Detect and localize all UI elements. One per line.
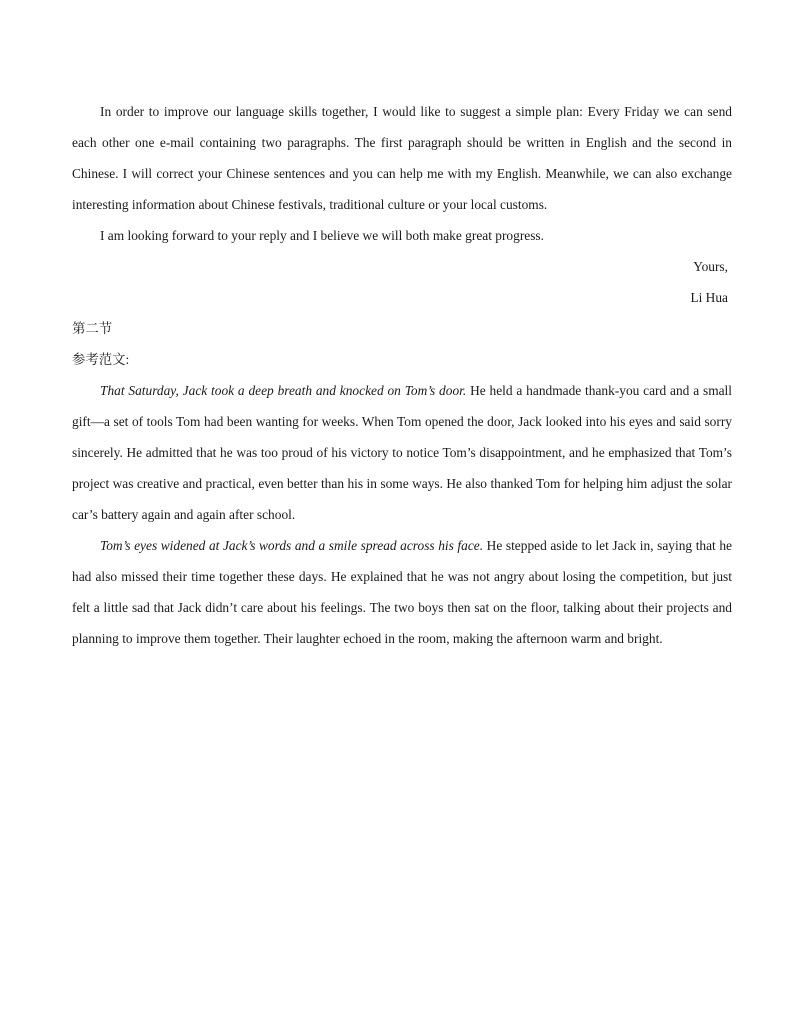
section-heading: 第二节 (72, 321, 113, 336)
letter-body (72, 96, 732, 313)
letter-paragraph-1: In order to improve our language skills together, I would like to suggest a simple plan: Every Friday we can send each other one e-mail containing two paragraphs. The first paragraph should be written in English and the second in Chinese. I will correct your Chinese sentences and you can help me with my English. Meanwhile, we can also exchange interesting information about Chinese festivals, traditional culture or your local customs. (72, 104, 732, 212)
essay-paragraph-1 (72, 375, 732, 530)
section-subheading: 参考范文: (72, 352, 130, 367)
letter-signature: Li Hua (690, 290, 728, 305)
letter-paragraph-2: I am looking forward to your reply and I believe we will both make great progress. (100, 228, 544, 243)
letter-closing: Yours, (693, 259, 728, 274)
essay-paragraph-2 (72, 530, 732, 654)
essay-paragraph-2-body: He stepped aside to let Jack in, saying that he had also missed their time together these days. He explained that he was not angry about losing the competition, but just felt a little sad that Jack didn’t care about his feelings. The two boys then sat on the floor, talking about their projects and planning to improve them together. Their laughter echoed in the room, making the afternoon warm and bright. (72, 538, 733, 646)
section-2 (72, 313, 732, 654)
essay-paragraph-1-opening: That Saturday, Jack took a deep breath and knocked on Tom’s door. (100, 383, 467, 398)
essay-paragraph-1-body: He held a handmade thank-you card and a small gift—a set of tools Tom had been wanting for weeks. When Tom opened the door, Jack looked into his eyes and said sorry sincerely. He admitted that he was too proud of his victory to notice Tom’s disappointment, and he emphasized that Tom’s project was creative and practical, even better than his in some ways. He also thanked Tom for helping him adjust the solar car’s battery again and again after school. (72, 383, 732, 522)
essay-paragraph-2-opening: Tom’s eyes widened at Jack’s words and a smile spread across his face. (100, 538, 484, 553)
